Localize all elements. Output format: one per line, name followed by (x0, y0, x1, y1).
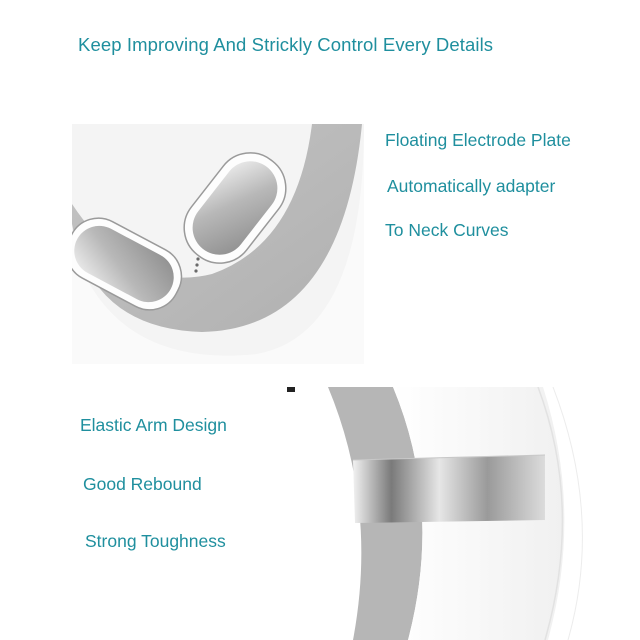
caption-automatically-adapter: Automatically adapter (387, 176, 556, 196)
caption-strong-toughness: Strong Toughness (85, 531, 226, 551)
elastic-arm-photo (283, 387, 620, 640)
caption-floating-electrode: Floating Electrode Plate (385, 130, 571, 150)
headline: Keep Improving And Strickly Control Every Details (78, 34, 494, 55)
caption-neck-curves: To Neck Curves (385, 220, 509, 240)
caption-good-rebound: Good Rebound (83, 474, 202, 494)
electrode-plate-photo (72, 124, 364, 364)
caption-elastic-arm: Elastic Arm Design (80, 415, 227, 435)
